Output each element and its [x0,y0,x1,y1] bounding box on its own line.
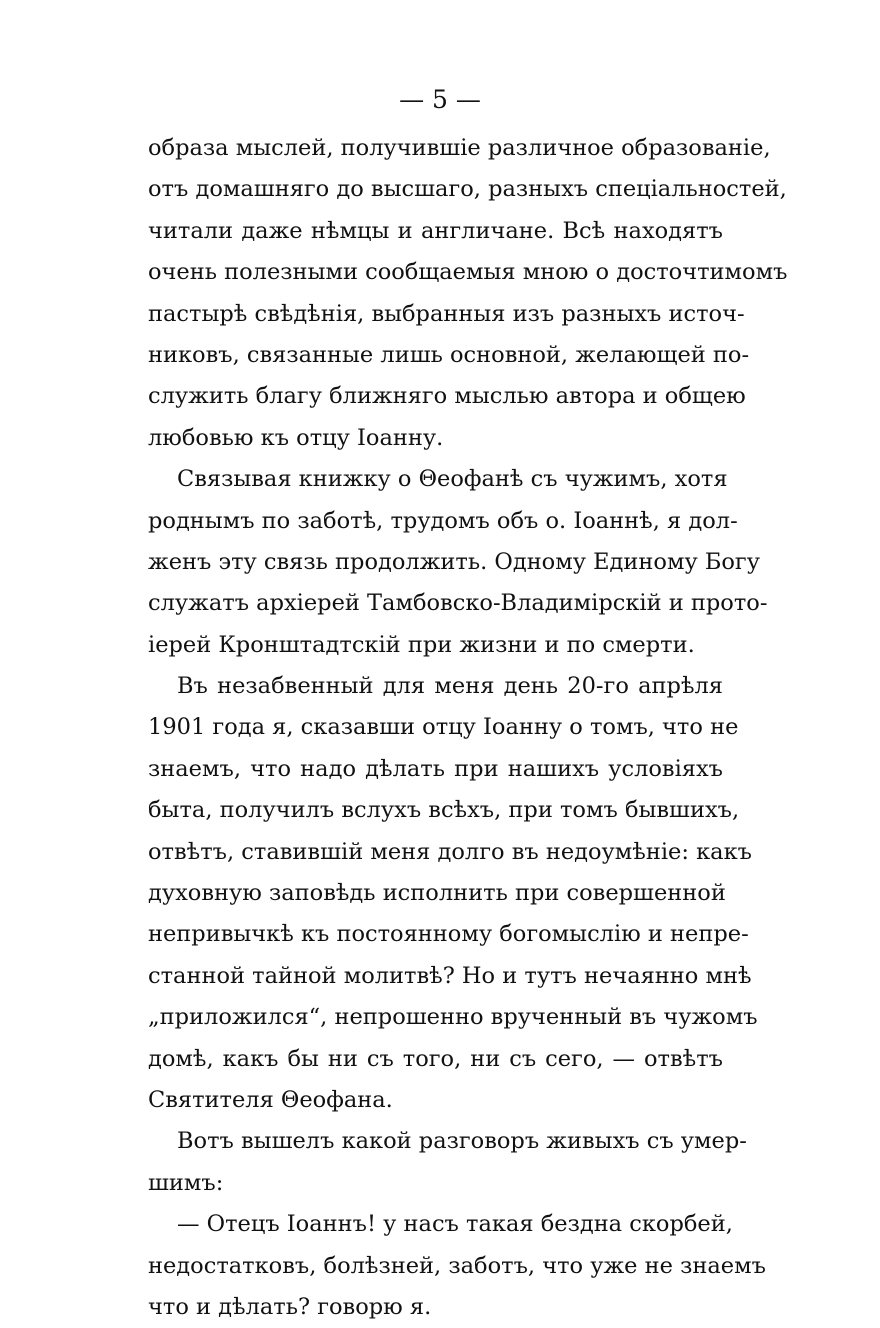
text-line: образа мыслей, получившіе различное образованіе, [148,135,771,161]
text-line: пастырѣ свѣдѣнія, выбранныя изъ разныхъ источ- [148,300,745,327]
body-text [148,128,788,1328]
text-line: „приложился“, непрошенно врученный въ чужомъ [148,1004,758,1031]
text-line: Связывая книжку о Θеофанѣ съ чужимъ, хотя [177,466,728,493]
text-line: духовную заповѣдь исполнить при совершенной [148,880,726,907]
text-line: — Отецъ Іоаннъ! у насъ такая бездна скорбей, [177,1211,733,1238]
text-line: іерей Кронштадтскій при жизни и по смерти. [148,631,695,658]
text-line: Святителя Θеофана. [148,1086,393,1113]
text-line: 1901 года я, сказавши отцу Іоанну о томъ, что не [148,714,739,741]
text-line: отвѣтъ, ставившій меня долго въ недоумѣніе: какъ [148,838,752,865]
text-line: очень полезными сообщаемыя мною о досточтимомъ [148,259,788,286]
text-line: служатъ архіерей Тамбовско-Владимірскій и прото- [148,590,768,617]
text-line: Вотъ вышелъ какой разговоръ живыхъ съ умер- [177,1128,747,1155]
text-line: женъ эту связь продолжить. Одному Единому Богу [148,548,760,575]
text-line: Въ незабвенный для меня день 20-го апрѣля [177,673,723,700]
text-line: шимъ: [148,1169,224,1196]
text-line: знаемъ, что надо дѣлать при нашихъ условіяхъ [148,755,723,782]
text-line: никовъ, связанные лишь основной, желающей по- [148,341,750,368]
text-line: отъ домашняго до высшаго, разныхъ спеціальностей, [148,176,787,203]
text-line: станной тайной молитвѣ? Но и тутъ нечаянно мнѣ [148,962,752,989]
text-line: недостатковъ, болѣзней, заботъ, что уже не знаемъ [148,1252,766,1279]
page-number: — 5 — [399,85,481,114]
text-line: домѣ, какъ бы ни съ того, ни съ сего, — отвѣтъ [148,1045,723,1072]
text-line: что и дѣлать? говорю я. [148,1293,432,1320]
text-line: любовью къ отцу Іоанну. [148,424,444,451]
text-line: быта, получилъ вслухъ всѣхъ, при томъ бывшихъ, [148,797,740,824]
text-line: непривычкѣ къ постоянному богомыслію и непре- [148,921,749,948]
text-line: служить благу ближняго мыслью автора и общею [148,383,746,410]
text-line: читали даже нѣмцы и англичане. Всѣ находятъ [148,217,723,244]
text-line: роднымъ по заботѣ, трудомъ объ о. Іоаннѣ, я дол- [148,507,738,534]
